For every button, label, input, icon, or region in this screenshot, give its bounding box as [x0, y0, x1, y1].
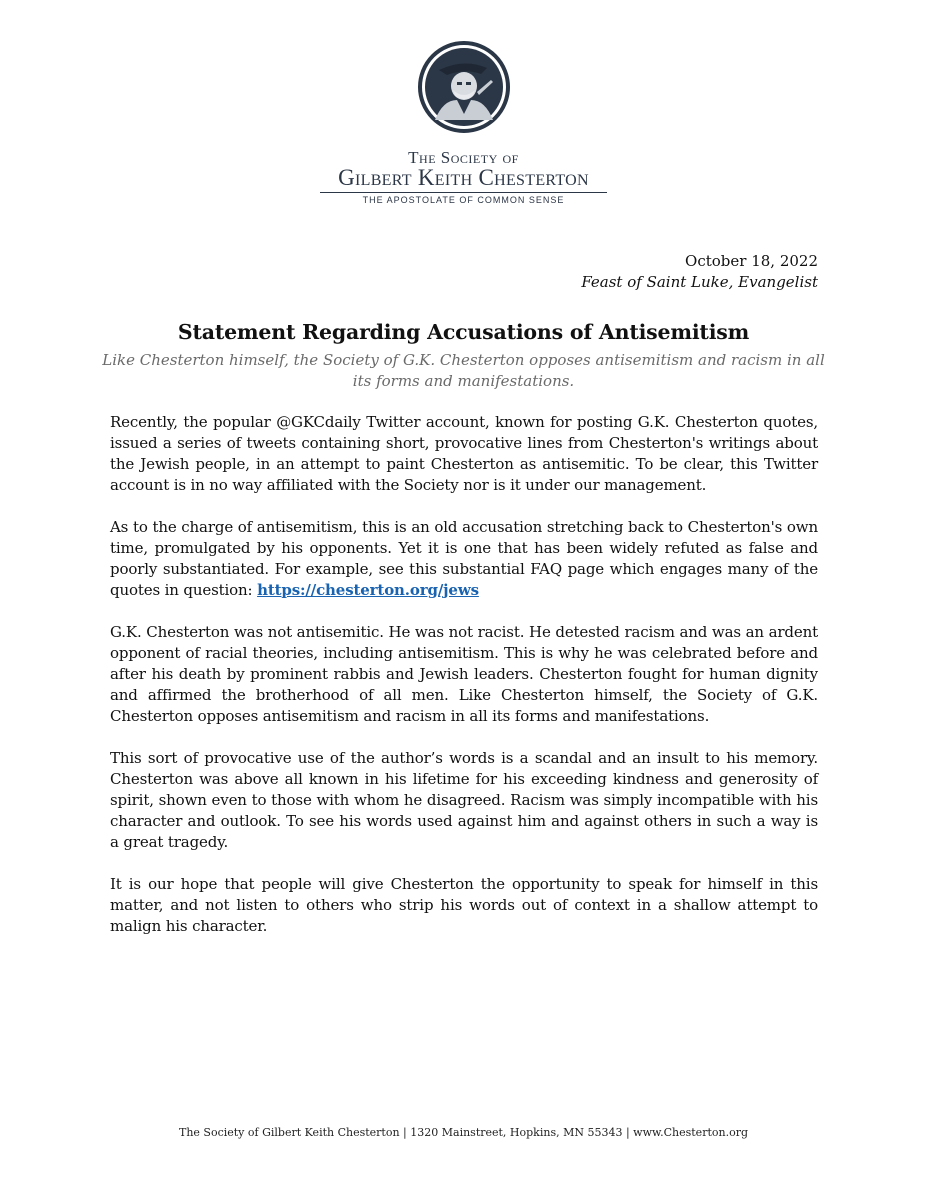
society-logo-emblem: [417, 40, 511, 134]
paragraph-3: G.K. Chesterton was not antisemitic. He was not racist. He detested racism and was an ardent opponent of racial theories, including antisemitism. This is why he was celebrated before and after his death by prominent rabbis and Jewish leaders. Chesterton fought for human dignity and affirmed the brotherhood of all men. Like Chesterton himself, the Society of G.K. Chesterton opposes antisemitism and racism in all its forms and manifestations.: [110, 623, 818, 725]
date-block: [581, 251, 818, 293]
faq-link[interactable]: https://chesterton.org/jews: [257, 581, 479, 599]
statement-body: [110, 412, 818, 958]
org-name-line1: The Society of: [408, 148, 519, 167]
statement-date: October 18, 2022: [685, 252, 818, 270]
feast-day: Feast of Saint Luke, Evangelist: [581, 273, 818, 291]
org-name-line2: Gilbert Keith Chesterton: [338, 165, 589, 190]
paragraph-2: [110, 517, 818, 601]
wordmark-divider: [320, 192, 607, 193]
org-tagline: THE APOSTOLATE OF COMMON SENSE: [362, 195, 565, 205]
statement-title: Statement Regarding Accusations of Antisemitism: [177, 320, 750, 344]
paragraph-5: It is our hope that people will give Chesterton the opportunity to speak for himself in this matter, and not listen to others who strip his words out of context in a shallow attempt to malign his character.: [110, 875, 818, 935]
society-wordmark: [0, 148, 927, 205]
paragraph-1: Recently, the popular @GKCdaily Twitter account, known for posting G.K. Chesterton quotes, issued a series of tweets containing short, provocative lines from Chesterton's writings about the Jewish people, in an attempt to paint Chesterton as antisemitic. To be clear, this Twitter account is in no way affiliated with the Society nor is it under our management.: [110, 413, 818, 494]
footer-address: The Society of Gilbert Keith Chesterton | 1320 Mainstreet, Hopkins, MN 55343 | www.Chesterton.org: [178, 1126, 748, 1139]
statement-subtitle: Like Chesterton himself, the Society of G.K. Chesterton opposes antisemitism and racism in all its forms and manifestations.: [102, 351, 825, 390]
paragraph-2-text: As to the charge of antisemitism, this is an old accusation stretching back to Chesterton's own time, promulgated by his opponents. Yet it is one that has been widely refuted as false and poorly substantiated. For example, see this substantial FAQ page which engages many of the quotes in question:: [110, 518, 818, 599]
paragraph-4: This sort of provocative use of the author’s words is a scandal and an insult to his memory. Chesterton was above all known in his lifetime for his exceeding kindness and generosity of spirit, shown even to those with whom he disagreed. Racism was simply incompatible with his character and outlook. To see his words used against him and against others in such a way is a great tragedy.: [110, 749, 818, 851]
